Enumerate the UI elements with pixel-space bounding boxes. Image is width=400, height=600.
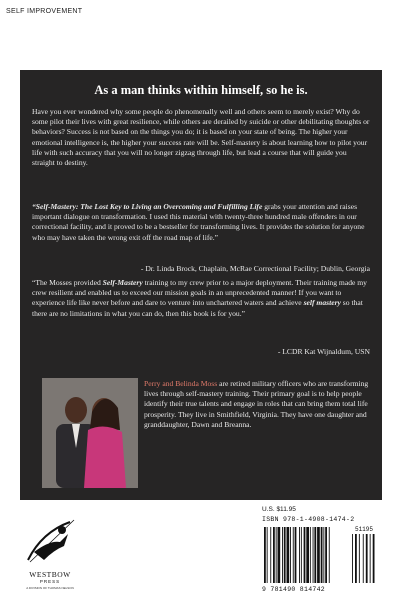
barcode-area (262, 506, 382, 596)
barcode-bar (314, 527, 316, 583)
barcode-digits: 9 781490 814742 (262, 586, 326, 593)
quote-1 (32, 202, 370, 243)
publisher-name: WESTBOW (29, 570, 71, 579)
barcode-bar (273, 527, 275, 583)
barcode-bar (282, 527, 283, 583)
quote-1-body: grabs your attention and raises important dialogue on transformation. I used this material with twenty-three hundred male offenders in our correctional facility, and it proved to be a bestseller for transforming lives. It provides the solution for anyone who may have taken the wrong exit off the road map of life.” (32, 202, 365, 242)
price-label: U.S. $11.95 (262, 506, 296, 513)
barcode-bar (313, 527, 314, 583)
barcode-bar (310, 527, 311, 583)
barcode-bar (323, 527, 324, 583)
barcode-bar (306, 527, 309, 583)
archer-icon (20, 512, 80, 570)
quote-2-emphasis: self mastery (303, 298, 341, 308)
barcode-addon-bar (373, 534, 375, 583)
barcode-bar (270, 527, 271, 583)
author-photo-illustration (42, 378, 138, 488)
barcode-addon-bar (352, 534, 353, 583)
headline: As a man thinks within himself, so he is. (94, 83, 308, 97)
quote-1-attribution: - Dr. Linda Brock, Chaplain, McRae Correctional Facility; Dublin, Georgia (140, 264, 370, 273)
quote-2-part-c: training to my crew prior to a major deployment. Their training made my crew resilient and enabled us to exceed our mission goals in an unprecedented manner! If you want to experience life like never before and dare to venture into unchartered waters and achieve (32, 278, 367, 308)
barcode-icon (262, 525, 382, 585)
author-bio (144, 379, 370, 430)
barcode-addon-bar (363, 534, 364, 583)
back-cover-panel (20, 70, 382, 500)
barcode-bar (264, 527, 266, 583)
barcode-bar (287, 527, 290, 583)
barcode-addon-bar (366, 534, 368, 583)
publisher-press: PRESS (39, 579, 61, 584)
barcode-addon-bar (370, 534, 371, 583)
intro-paragraph: Have you ever wondered why some people do phenomenally well and others seem to merely exist? Why do some pilot their lives with great resilience, while others are derailed by suicide or other debilitating thoughts or behaviors? Success is not based on the things you do; it is based on your state of being. The higher your emotional intelligence is, the higher your success rate will be. Self-mastery is about learning how to pilot your life with such accuracy that you will no longer zigzag through life, but lead a course that will guide you straight to destiny. (32, 107, 370, 168)
barcode-bar (276, 527, 277, 583)
barcode-bar (321, 527, 323, 583)
barcode-bar (301, 527, 302, 583)
barcode-bar (329, 527, 330, 583)
barcode-bar (267, 527, 268, 583)
author-photo (42, 378, 138, 488)
isbn-label: ISBN 978-1-4908-1474-2 (262, 516, 355, 523)
quote-2 (32, 278, 370, 319)
barcode-bar (284, 527, 286, 583)
quote-2-part-a: “The Mosses provided (32, 278, 103, 287)
barcode-addon: 51195 (354, 526, 374, 533)
publisher-logo (20, 512, 80, 596)
barcode-bar (293, 527, 294, 583)
barcode-bar (278, 527, 281, 583)
barcode-bar (295, 527, 297, 583)
quote-2-attribution: - LCDR Kat Wijnaldum, USN (277, 347, 370, 356)
barcode-addon-bar (359, 534, 360, 583)
author-bio-text: are retired military officers who are transforming lives through self-mastery training. Their primary goal is to help people identify their true talents and engage in roles that can bring them total life prosperity. They live in Smithfield, Virginia. They have one daughter and granddaughter, Dawn and Breanna. (144, 379, 369, 429)
publisher-division: A DIVISION OF THOMAS NELSON (26, 586, 74, 590)
barcode-bar (290, 527, 291, 583)
top-bar (0, 0, 400, 22)
quote-2-title: Self-Mastery (102, 278, 143, 287)
quote-1-title: “Self-Mastery: The Lost Key to Living an Overcoming and Fulfilling Life (32, 202, 263, 211)
barcode-bar (317, 527, 320, 583)
barcode-bar (325, 527, 327, 583)
quote-2-part-e: so that there are no limitations in what you can do, then this book is for you.” (32, 298, 363, 318)
category-label: SELF IMPROVEMENT (6, 8, 83, 15)
barcode-addon-bar (355, 534, 357, 583)
author-names: Perry and Belinda Moss (144, 379, 218, 388)
barcode-bar (304, 527, 306, 583)
barcode-bar (299, 527, 300, 583)
